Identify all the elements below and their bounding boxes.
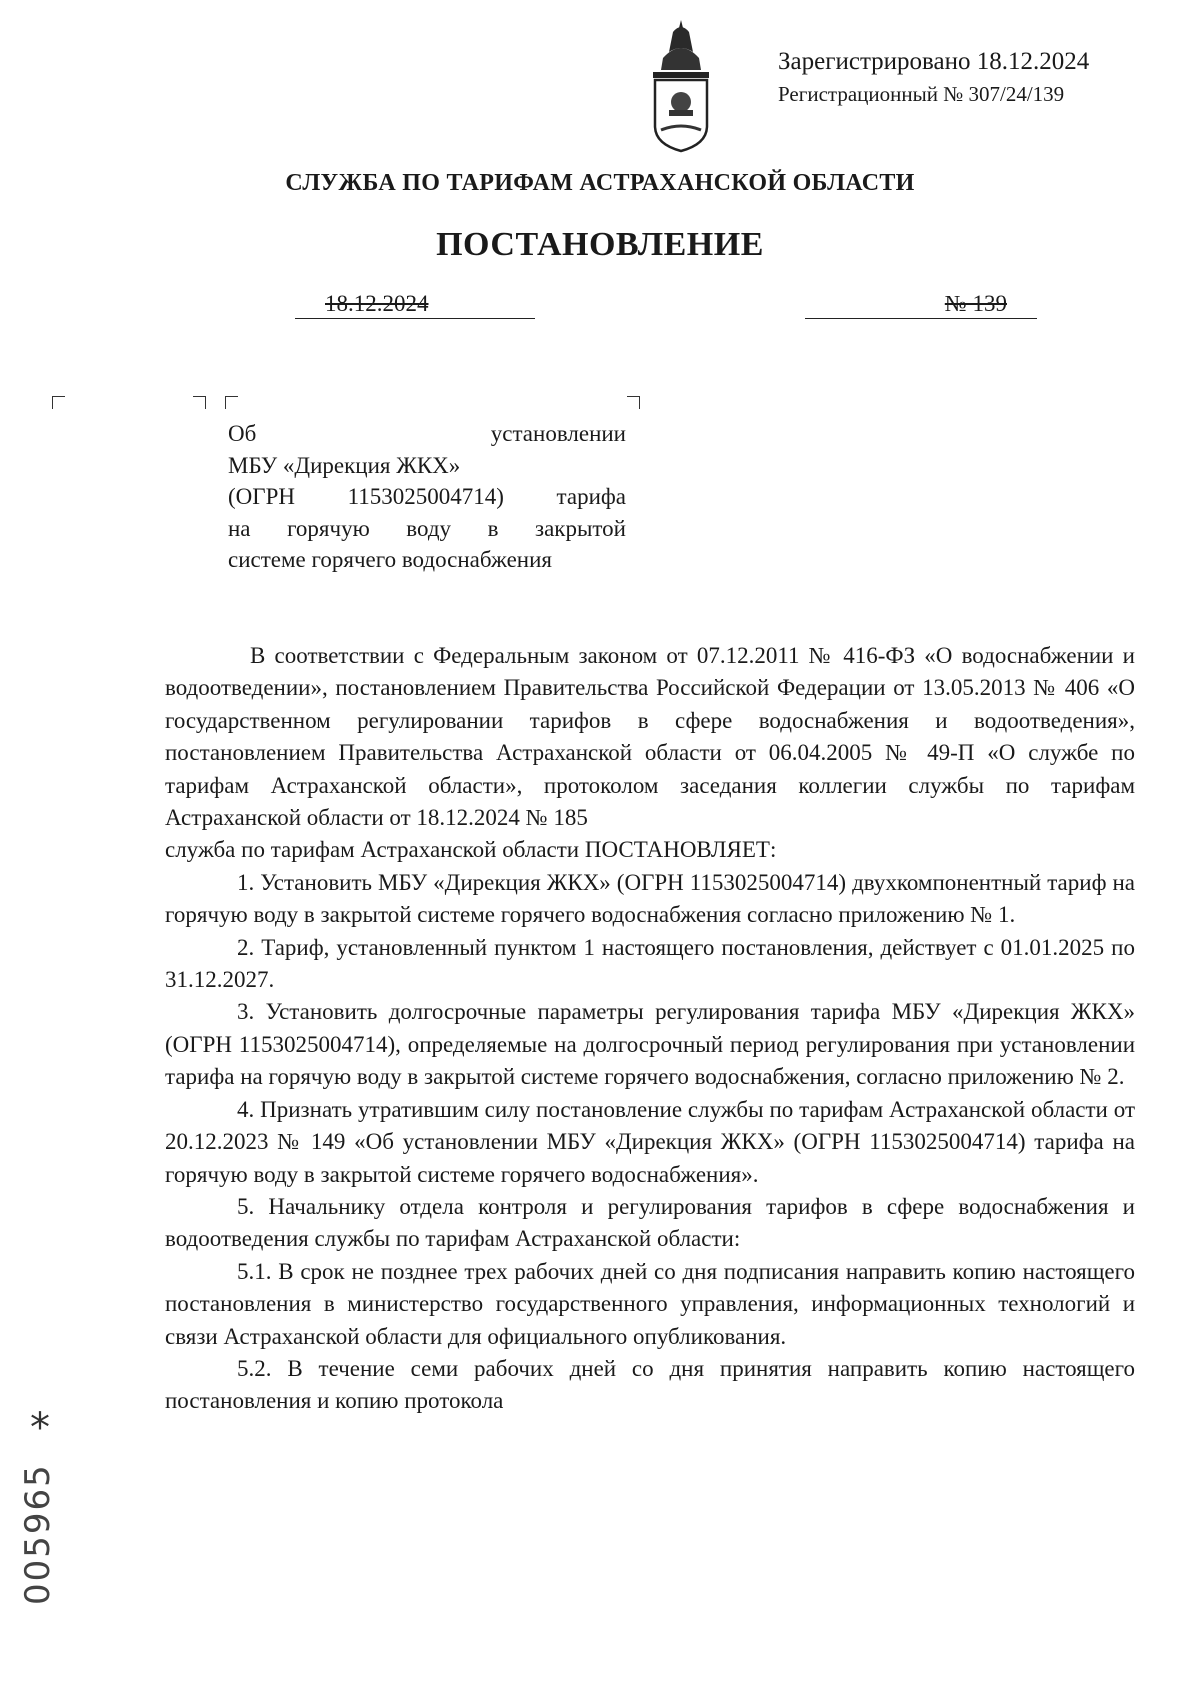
registered-date: Зарегистрировано 18.12.2024: [778, 48, 1090, 75]
document-type-title: ПОСТАНОВЛЕНИЕ: [436, 226, 764, 263]
clause-2: 2. Тариф, установленный пунктом 1 настоящего постановления, действует с 01.01.2025 по 31.12.2027.: [165, 934, 1135, 993]
document-date: 18.12.2024: [295, 290, 535, 319]
decree-line: служба по тарифам Астраханской области ПОСТАНОВЛЯЕТ:: [165, 837, 777, 863]
margin-asterisk: *: [30, 1405, 50, 1451]
corner-mark: [627, 396, 640, 409]
document-body: [165, 640, 1135, 1418]
clause-5-1: 5.1. В срок не позднее трех рабочих дней со дня подписания направить копию настоящего постановления в министерство государственного управления, информационных технологий и связи Астраханской области для официального опубликования.: [165, 1258, 1135, 1349]
clause-5: 5. Начальнику отдела контроля и регулирования тарифов в сфере водоснабжения и водоотведения службы по тарифам Астраханской области:: [165, 1193, 1135, 1252]
margin-stamp-number: 005965: [18, 1463, 58, 1605]
clause-4: 4. Признать утратившим силу постановление службы по тарифам Астраханской области от 20.12.2023 № 149 «Об установлении МБУ «Дирекция ЖКХ» (ОГРН 1153025004714) тарифа на горячую воду в закрытой системе горячего водоснабжения».: [165, 1096, 1135, 1187]
subject-line: (ОГРН 1153025004714) тарифа: [228, 484, 626, 509]
document-subject: [228, 418, 626, 576]
subject-line: Об установлении: [228, 421, 626, 446]
coat-of-arms-emblem: [643, 18, 719, 153]
clause-1: 1. Установить МБУ «Дирекция ЖКХ» (ОГРН 1153025004714) двухкомпонентный тариф на горячую воду в закрытой системе горячего водоснабжения согласно приложению № 1.: [165, 869, 1135, 928]
clause-5-2: 5.2. В течение семи рабочих дней со дня принятия направить копию настоящего постановления и копию протокола: [165, 1355, 1135, 1414]
corner-mark: [52, 396, 65, 409]
clause-3: 3. Установить долгосрочные параметры регулирования тарифа МБУ «Дирекция ЖКХ» (ОГРН 1153025004714), определяемые на долгосрочный период регулирования при установлении тарифа на горячую воду в закрытой системе горячего водоснабжения, согласно приложению № 2.: [165, 999, 1135, 1090]
registration-number: Регистрационный № 307/24/139: [778, 82, 1065, 106]
document-number: № 139: [805, 290, 1037, 319]
subject-line: МБУ «Дирекция ЖКХ»: [228, 452, 461, 478]
preamble-paragraph: В соответствии с Федеральным законом от 07.12.2011 № 416-ФЗ «О водоснабжении и водоотведении», постановлением Правительства Российской Федерации от 13.05.2013 № 406 «О государственном регулировании тарифов в сфере водоснабжения и водоотведения», постановлением Правительства Астраханской области от 06.04.2005 № 49-П «О службе по тарифам Астраханской области», протоколом заседания коллегии службы по тарифам Астраханской области от 18.12.2024 № 185: [165, 643, 1135, 831]
subject-line: на горячую воду в закрытой: [228, 515, 626, 541]
registration-stamp: [778, 46, 1089, 110]
subject-line: системе горячего водоснабжения: [228, 547, 552, 572]
corner-mark: [225, 396, 238, 409]
corner-mark: [193, 396, 206, 409]
agency-name: СЛУЖБА ПО ТАРИФАМ АСТРАХАНСКОЙ ОБЛАСТИ: [285, 170, 915, 196]
